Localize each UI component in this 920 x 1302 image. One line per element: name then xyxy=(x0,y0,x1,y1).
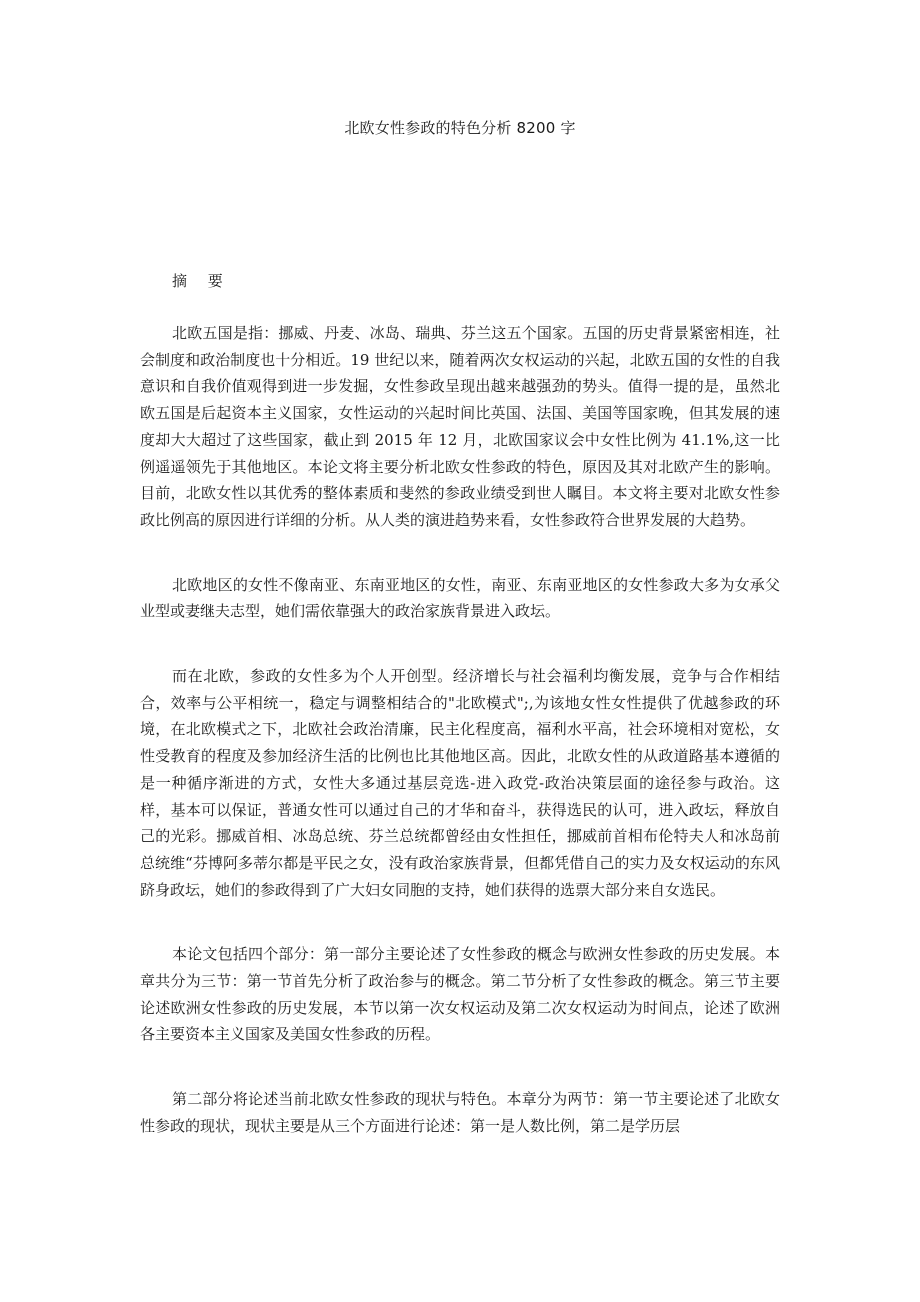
paragraph-intro: 北欧五国是指：挪威、丹麦、冰岛、瑞典、芬兰这五个国家。五国的历史背景紧密相连，社会制度和政治制度也十分相近。19 世纪以来，随着两次女权运动的兴起，北欧五国的女性的自我意识和自我价值观得到进一步发掘，女性参政呈现出越来越强劲的势头。值得一提的是，虽然北欧五国是后起资本主义国家，女性运动的兴起时间比英国、法国、美国等国家晚，但其发展的速度却大大超过了这些国家，截止到 2015 年 12 月，北欧国家议会中女性比例为 41.1%,这一比例遥遥领先于其他地区。本论文将主要分析北欧女性参政的特色，原因及其对北欧产生的影响。目前，北欧女性以其优秀的整体素质和斐然的参政业绩受到世人瞩目。本文将主要对北欧女性参政比例高的原因进行详细的分析。从人类的演进趋势来看，女性参政符合世界发展的大趋势。 xyxy=(140,324,780,529)
paragraph-structure-part-two: 第二部分将论述当前北欧女性参政的现状与特色。本章分为两节：第一节主要论述了北欧女性参政的现状，现状主要是从三个方面进行论述：第一是人数比例，第二是学历层 xyxy=(140,1090,780,1135)
document-title: 北欧女性参政的特色分析 8200 字 xyxy=(344,119,576,137)
document-body xyxy=(140,320,780,1178)
paragraph-structure-part-one: 本论文包括四个部分：第一部分主要论述了女性参政的概念与欧洲女性参政的历史发展。本章共分为三节：第一节首先分析了政治参与的概念。第二节分析了女性参政的概念。第三节主要论述欧洲女性参政的历史发展，本节以第一次女权运动及第二次女权运动为时间点，论述了欧洲各主要资本主义国家及美国女性参政的历程。 xyxy=(140,945,780,1044)
abstract-heading: 摘 要 xyxy=(172,272,231,290)
paragraph-nordic-model: 而在北欧，参政的女性多为个人开创型。经济增长与社会福利均衡发展，竞争与合作相结合，效率与公平相统一，稳定与调整相结合的"北欧模式";,为该地女性女性提供了优越参政的环境，在北欧模式之下，北欧社会政治清廉，民主化程度高，福利水平高，社会环境相对宽松，女性受教育的程度及参加经济生活的比例也比其他地区高。因此，北欧女性的从政道路基本遵循的是一种循序渐进的方式，女性大多通过基层竞选-进入政党-政治决策层面的途径参与政治。这样，基本可以保证，普通女性可以通过自己的才华和奋斗，获得选民的认可，进入政坛，释放自己的光彩。挪威首相、冰岛总统、芬兰总统都曾经由女性担任，挪威前首相布伦特夫人和冰岛前总统维“芬博阿多蒂尔都是平民之女，没有政治家族背景，但都凭借自己的实力及女权运动的东风跻身政坛，她们的参政得到了广大妇女同胞的支持，她们获得的选票大部分来自女选民。 xyxy=(140,667,780,899)
paragraph-south-asia: 北欧地区的女性不像南亚、东南亚地区的女性，南亚、东南亚地区的女性参政大多为女承父业型或妻继夫志型，她们需依靠强大的政治家族背景进入政坛。 xyxy=(140,575,780,621)
